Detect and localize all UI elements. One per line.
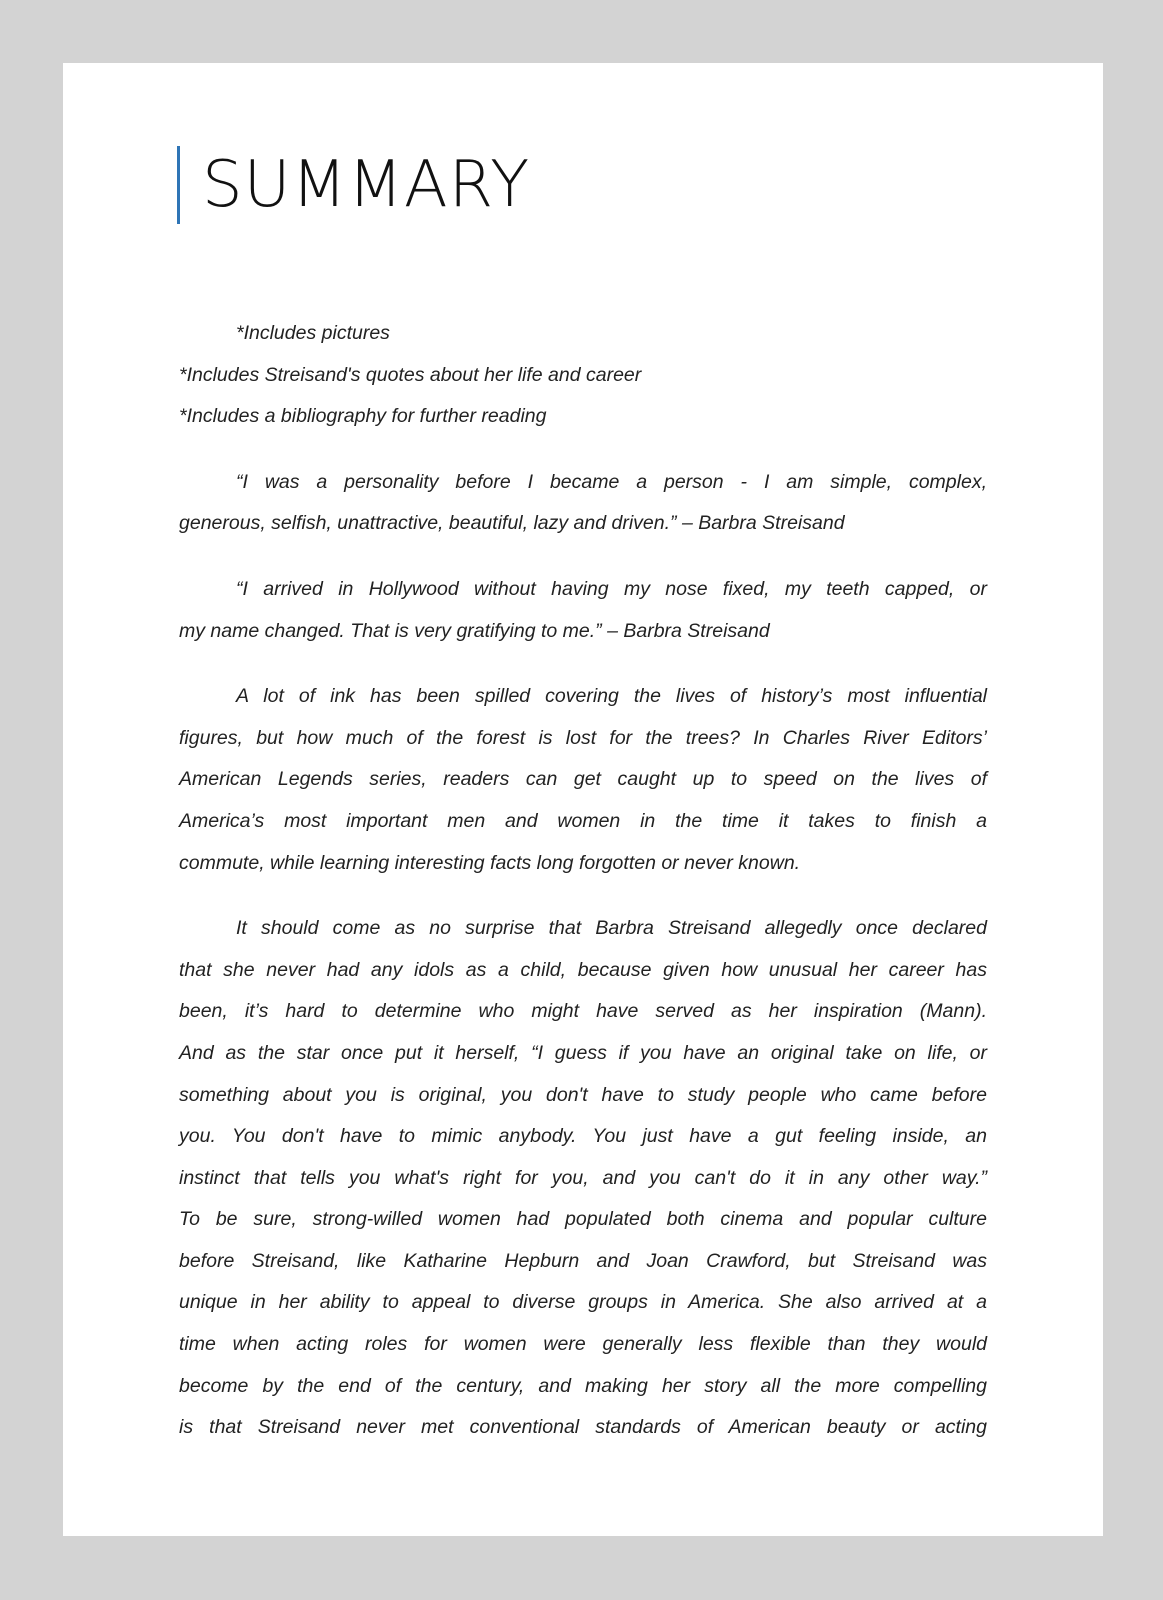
list-item: *Includes a bibliography for further reading bbox=[179, 405, 547, 428]
paragraph bbox=[179, 908, 987, 1449]
text-line: “I was a personality before I became a person - I am simple, complex, bbox=[236, 470, 987, 493]
features-list bbox=[179, 313, 987, 438]
text-line: is that Streisand never met conventional standards of American beauty or acting bbox=[179, 1416, 987, 1439]
text-line: you. You don't have to mimic anybody. You just have a gut feeling inside, an bbox=[179, 1125, 987, 1148]
text-line: been, it’s hard to determine who might have served as her inspiration (Mann). bbox=[179, 1000, 987, 1023]
paragraph bbox=[179, 676, 987, 884]
text-line: To be sure, strong-willed women had populated both cinema and popular culture bbox=[179, 1208, 987, 1231]
text-line: instinct that tells you what's right for you, and you can't do it in any other way.” bbox=[179, 1166, 987, 1189]
list-item: *Includes pictures bbox=[236, 322, 390, 344]
document-body bbox=[179, 313, 987, 1473]
text-line: And as the star once put it herself, “I guess if you have an original take on life, or bbox=[179, 1041, 987, 1064]
text-line: generous, selfish, unattractive, beautiful, lazy and driven.” – Barbra Streisand bbox=[179, 512, 845, 535]
text-line: “I arrived in Hollywood without having my nose fixed, my teeth capped, or bbox=[236, 577, 987, 600]
text-line: figures, but how much of the forest is lost for the trees? In Charles River Editors’ bbox=[179, 726, 987, 749]
page-title: SUMMARY bbox=[202, 148, 531, 222]
heading-block bbox=[177, 146, 530, 224]
text-line: become by the end of the century, and making her story all the more compelling bbox=[179, 1374, 987, 1397]
text-line: It should come as no surprise that Barbra Streisand allegedly once declared bbox=[236, 917, 987, 940]
text-line: American Legends series, readers can get caught up to speed on the lives of bbox=[179, 768, 987, 791]
text-line: A lot of ink has been spilled covering the lives of history’s most influential bbox=[236, 685, 987, 708]
paragraph bbox=[179, 569, 987, 652]
paragraphs bbox=[179, 462, 987, 1449]
paragraph bbox=[179, 462, 987, 545]
document-page bbox=[63, 63, 1103, 1536]
text-line: something about you is original, you don't have to study people who came before bbox=[179, 1083, 987, 1106]
text-line: America’s most important men and women in the time it takes to finish a bbox=[179, 809, 987, 832]
list-item: *Includes Streisand's quotes about her life and career bbox=[179, 363, 642, 386]
text-line: time when acting roles for women were generally less flexible than they would bbox=[179, 1333, 987, 1356]
text-line: my name changed. That is very gratifying to me.” – Barbra Streisand bbox=[179, 619, 770, 642]
text-line: unique in her ability to appeal to diverse groups in America. She also arrived at a bbox=[179, 1291, 987, 1314]
text-line: before Streisand, like Katharine Hepburn and Joan Crawford, but Streisand was bbox=[179, 1249, 987, 1272]
text-line: that she never had any idols as a child, because given how unusual her career has bbox=[179, 958, 987, 981]
text-line: commute, while learning interesting facts long forgotten or never known. bbox=[179, 851, 801, 874]
